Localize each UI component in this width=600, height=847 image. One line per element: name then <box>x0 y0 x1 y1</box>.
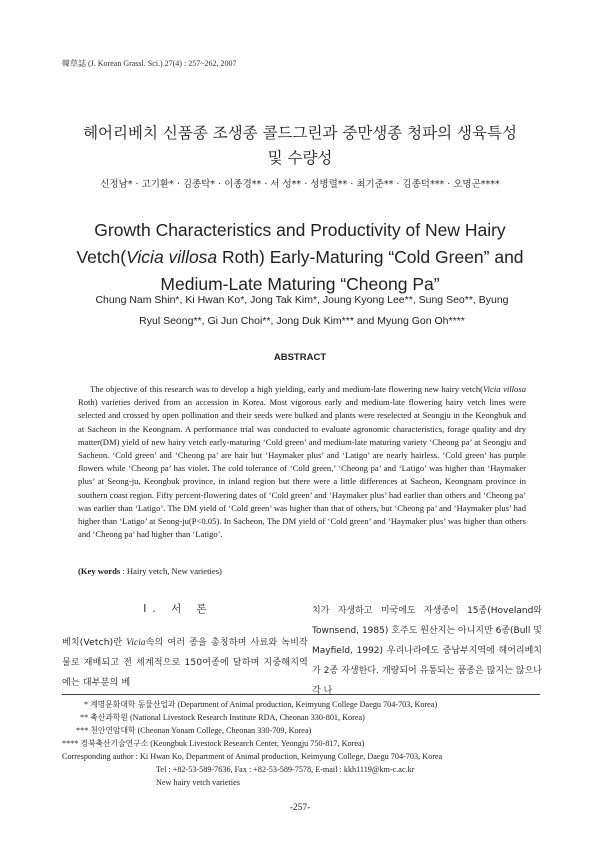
footnote-affiliation-en: (Department of Animal production, Keimyung College Daegu 704-703, Korea) <box>175 700 438 709</box>
keywords-label: (Key words <box>78 566 121 576</box>
footnote-mark: **** <box>62 739 79 748</box>
english-authors-line-2: Ryul Seong**, Gi Jun Choi**, Jong Duk Kim*** and Myung Gon Oh**** <box>139 315 465 327</box>
intro-genus: Vicia <box>126 637 146 647</box>
footnote-1 <box>62 698 540 711</box>
footnote-affiliation-en: (Keongbuk Livestock Research Center, Yeongju 750-817, Korea) <box>148 739 365 748</box>
journal-reference: 韓草誌 (J. Korean Grassl. Sci.) 27(4) : 257~262, 2007 <box>62 59 237 68</box>
footnote-divider <box>62 694 540 695</box>
footnote-mark: ** <box>80 713 89 722</box>
english-title-line-1: Growth Characteristics and Productivity of New Hairy <box>94 220 506 240</box>
english-title <box>40 217 560 298</box>
footnote-affiliation-ko: 천안연암대학 <box>90 726 136 735</box>
keywords-list: : Hairy vetch, New varieties) <box>120 566 222 576</box>
abstract-species: Vicia villosa <box>483 384 526 394</box>
section-heading-introduction: Ⅰ. 서 론 <box>143 603 213 615</box>
intro-right-text: 치가 자생하고 미국에도 자생종이 15종(Hoveland와 Townsend, 1985) 호주도 원산지는 아니지만 6종(Bull 및 Mayfield, 1992) 우리나라에도 중남부지역에 헤어리베치가 2종 자생한다. 개량되어 유통되는 품종은 많지는 않으나 각 나 <box>312 606 542 696</box>
english-title-line-2-pre: Vetch( <box>76 247 127 267</box>
intro-left-post: 속의 여러 종을 총칭하며 사료와 녹비작물로 재배되고 전 세계적으로 150여종에 달하며 지중해지역에는 대부분의 베 <box>62 638 308 688</box>
english-title-line-2-post: Roth) Early-Maturing “Cold Green” and <box>217 247 524 267</box>
korean-title-line-2: 및 수량성 <box>267 149 333 167</box>
keywords <box>78 566 526 576</box>
english-title-line-3: Medium-Late Maturing “Cheong Pa” <box>160 274 440 294</box>
footnote-affiliation-en: (National Livestock Research Institute RDA, Cheonan 330-801, Korea) <box>127 713 365 722</box>
abstract-heading: ABSTRACT <box>273 352 327 363</box>
footnote-affiliation-ko: 경북축산기술연구소 <box>80 739 149 748</box>
korean-title-line-1: 헤어리베치 신품종 조생종 콜드그린과 중만생종 청파의 생육특성 <box>83 124 517 142</box>
footnote-affiliation-ko: 축산과학원 <box>90 713 128 722</box>
korean-authors: 신정남* · 고기환* · 김종탁* · 이종경** · 서 성** · 성병렬** · 최기준** · 김종덕*** · 오명곤**** <box>100 179 500 190</box>
abstract-body <box>78 383 526 541</box>
footnote-mark: *** <box>76 726 89 735</box>
intro-right-column <box>312 601 542 701</box>
footnote-3 <box>62 724 540 737</box>
intro-left-column <box>62 632 308 693</box>
english-title-line-2 <box>40 244 560 271</box>
korean-title <box>40 121 560 171</box>
english-authors <box>62 290 542 332</box>
corresponding-author: Corresponding author : Ki Hwan Ko, Department of Animal production, Keimyung College, Daegu 704-703, Korea <box>62 752 443 761</box>
footnote-affiliation-ko: 계명문화대학 동물산업과 <box>90 700 176 709</box>
species-name: Vicia villosa <box>126 247 218 267</box>
abstract-text-1: The objective of this research was to develop a high yielding, early and medium-late flowering new hairy vetch( <box>90 384 484 394</box>
intro-left-pre: 베치(Vetch)란 <box>62 638 127 648</box>
page-number: -257- <box>289 803 311 813</box>
footnote-2 <box>62 711 540 724</box>
abstract-text-2: Roth) varieties derived from an accession in Korea. Most vigorous early and medium-late flowering hairy vetch lines were selected and crossed by open pollination and their seeds were bulked and plants were reselected at Seongju in the Keongbuk and at Sacheon in the Keongnam. A performance trial was conducted to evaluate agronomic characteristics, forage quality and dry matter(DM) yield of new hairy vetch early-maturing ‘Cold green’ and medium-late maturing variety ‘Cheong pa’ at Seongju and Sacheon. ‘Cold green’ and ‘Cheong pa’ are hair but ‘Haymaker plus’ and ‘Latigo’ are nearly hairless. ‘Cold green’ has purple flowers while ‘Cheong pa’ has violet. The cold tolerance of ‘Cold green,’ ‘Cheong pa’ and ‘Latigo’ was higher than ‘Haymaker plus’ at Seong-ju, Keongbuk province, in inland region but there were a little differences at Sacheon, Keongnam province in southern coast region. Fifty percent-flowering dates of ‘Cold green’ and ‘Haymaker plus’ had earlier than others and ‘Cheong pa’ was earlier than ‘Latigo’. The DM yield of ‘Cold green’ was higher than that of others, but ‘Cheong pa’ and ‘Haymaker plus’ had higher than ‘Latigo’ at Seong-ju(P<0.05). In Sacheon, The DM yield of ‘Cold green’ and ‘Haymaker plus’ was higher than others and ‘Cheong pa’ had higher than ‘Latigo’. <box>78 397 526 540</box>
corresponding-contact: Tel : +82-53-589-7636, Fax : +82-53-589-7578, E-mail : kkh1119@km-c.ac.kr <box>156 765 415 774</box>
footnotes <box>62 698 540 789</box>
footnote-affiliation-en: (Cheonan Yonam College, Cheonan 330-709, Korea) <box>135 726 312 735</box>
footnote-mark: * <box>84 700 89 709</box>
english-authors-line-1: Chung Nam Shin*, Ki Hwan Ko*, Jong Tak Kim*, Joung Kyong Lee**, Sung Seo**, Byung <box>95 294 509 306</box>
footnote-4 <box>62 737 540 750</box>
running-title: New hairy vetch varieties <box>156 778 240 787</box>
